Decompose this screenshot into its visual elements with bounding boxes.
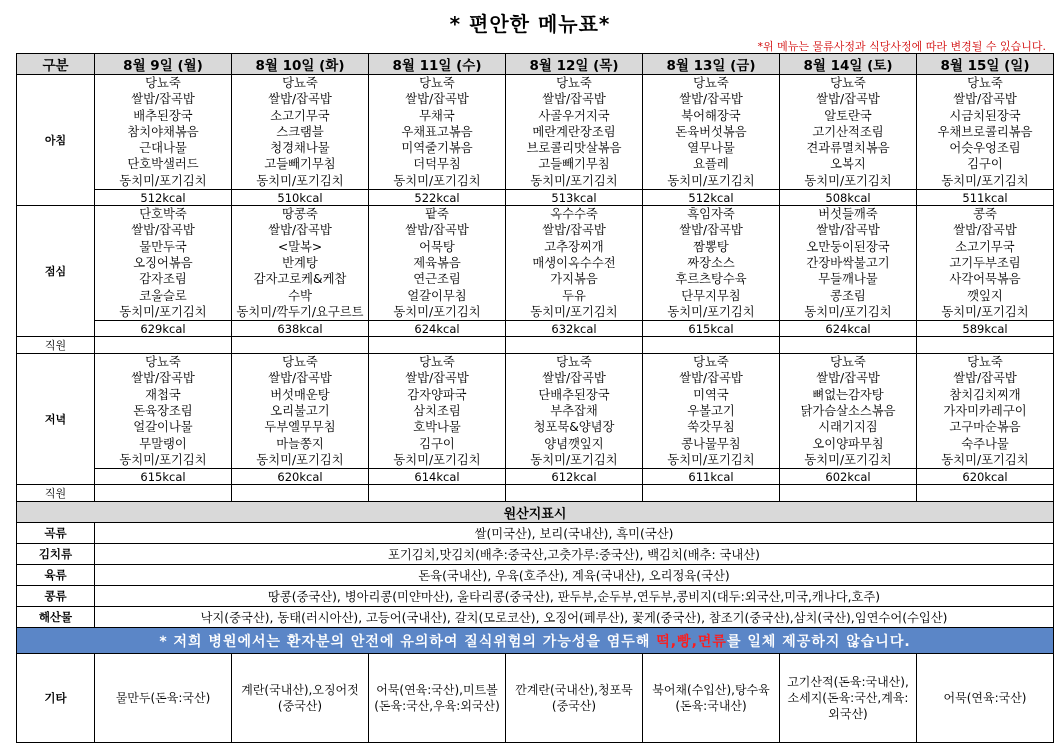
- meal-cell: [917, 354, 1054, 469]
- menu-item: 알토란국: [824, 108, 872, 123]
- menu-item: 가자미카레구이: [943, 404, 1027, 419]
- day-header: 8월 13일 (금): [643, 54, 780, 75]
- menu-item: 감자고로케&케찹: [253, 272, 347, 287]
- meal-label: 아침: [17, 75, 95, 206]
- menu-item: 당뇨죽: [145, 76, 181, 90]
- kcal-value: 602kcal: [780, 469, 917, 485]
- menu-item: 단배추된장국: [538, 387, 610, 402]
- menu-item: 후르츠탕수육: [675, 272, 747, 287]
- meal-cell: [369, 354, 506, 469]
- menu-item: 쌀밥/잡곡밥: [816, 92, 880, 107]
- menu-item: 쌀밥/잡곡밥: [405, 223, 469, 238]
- staff-cell: [506, 337, 643, 354]
- menu-item: 김구이: [967, 157, 1003, 172]
- menu-item: 참치김치찌개: [949, 387, 1021, 402]
- staff-cell: [369, 337, 506, 354]
- menu-item: 오리불고기: [270, 404, 330, 419]
- banner-highlight: 떡,빵,면류: [656, 633, 727, 650]
- menu-item: 쌀밥/잡곡밥: [953, 223, 1017, 238]
- menu-item: 쌀밥/잡곡밥: [953, 92, 1017, 107]
- origin-label: 육류: [17, 565, 95, 586]
- menu-item: 쌀밥/잡곡밥: [816, 371, 880, 386]
- meal-cell: [917, 206, 1054, 321]
- change-notice: *위 메뉴는 물류사정과 식당사정에 따라 변경될 수 있습니다.: [757, 40, 1046, 53]
- menu-item: 쌀밥/잡곡밥: [268, 223, 332, 238]
- meal-cell: [643, 206, 780, 321]
- banner-prefix: * 저희 병원에서는 환자분의 안전에 유의하여 질식위험의 가능성을 염두해: [159, 633, 657, 650]
- menu-item: 청포묵&양념장: [533, 420, 615, 435]
- menu-item: 옥수수죽: [550, 207, 598, 222]
- origin-label: 콩류: [17, 586, 95, 607]
- page-title: * 편안한 메뉴표*: [449, 12, 611, 36]
- etc-label: 기타: [17, 654, 95, 743]
- day-header: 8월 12일 (목): [506, 54, 643, 75]
- menu-item: 오이양파무침: [812, 436, 884, 451]
- menu-item: 동치미/포기김치: [530, 304, 618, 319]
- meal-cell: [95, 75, 232, 190]
- meal-row: [17, 75, 1054, 190]
- menu-item: 당뇨죽: [830, 76, 866, 90]
- menu-item: 동치미/포기김치: [941, 452, 1029, 467]
- menu-item: 동치미/포기김치: [804, 304, 892, 319]
- menu-item: 배추된장국: [133, 108, 193, 123]
- menu-item: 버섯매운탕: [270, 387, 330, 402]
- menu-item: 뼈없는감자탕: [812, 387, 884, 402]
- menu-item: 근대나물: [139, 141, 187, 156]
- staff-label: 직원: [17, 485, 95, 502]
- menu-item: 버섯들깨죽: [818, 207, 878, 222]
- menu-item: 동치미/포기김치: [256, 452, 344, 467]
- menu-item: 팥죽: [425, 207, 449, 222]
- origin-text: 땅콩(중국산), 병아리콩(미얀마산), 울타리콩(중국산), 판두부,순두부,연두부,콩비지(대두:외국산,미국,캐나다,호주): [95, 586, 1054, 607]
- menu-item: 쌀밥/잡곡밥: [131, 371, 195, 386]
- menu-item: 동치미/포기김치: [119, 452, 207, 467]
- origin-row: [17, 586, 1054, 607]
- menu-table: [16, 53, 1054, 743]
- staff-cell: [232, 337, 369, 354]
- menu-item: 연근조림: [413, 272, 461, 287]
- menu-item: 두부엘무무침: [264, 420, 336, 435]
- day-header: 8월 10일 (화): [232, 54, 369, 75]
- etc-cell: 물만두(돈육:국산): [95, 654, 232, 743]
- menu-item: 김구이: [419, 436, 455, 451]
- meal-cell: [780, 354, 917, 469]
- menu-item: 메란계란장조림: [532, 124, 616, 139]
- meal-cell: [506, 206, 643, 321]
- menu-item: 무말랭이: [139, 436, 187, 451]
- meal-cell: [232, 354, 369, 469]
- meal-row: [17, 206, 1054, 321]
- menu-item: 가지볶음: [550, 272, 598, 287]
- menu-item: 단호박샐러드: [127, 157, 199, 172]
- menu-item: 요플레: [693, 157, 729, 172]
- menu-item: 간장바싹불고기: [806, 255, 890, 270]
- origin-label: 해산물: [17, 607, 95, 628]
- meal-cell: [917, 75, 1054, 190]
- menu-item: 고기두부조림: [949, 255, 1021, 270]
- menu-item: 어슷우엉조림: [949, 141, 1021, 156]
- menu-item: 동치미/깍두기/요구르트: [236, 304, 364, 319]
- menu-item: 단무지무침: [681, 288, 741, 303]
- menu-item: 쌀밥/잡곡밥: [542, 92, 606, 107]
- meal-cell: [232, 75, 369, 190]
- menu-item: 콩나물무침: [681, 436, 741, 451]
- origin-label: 김치류: [17, 544, 95, 565]
- kcal-value: 512kcal: [95, 190, 232, 206]
- origin-text: 돈육(국내산), 우육(호주산), 계육(국내산), 오리정육(국산): [95, 565, 1054, 586]
- menu-item: 어묵탕: [419, 239, 455, 254]
- day-header: 8월 14일 (토): [780, 54, 917, 75]
- meal-cell: [780, 75, 917, 190]
- menu-item: 동치미/포기김치: [530, 452, 618, 467]
- menu-item: 동치미/포기김치: [393, 173, 481, 188]
- meal-cell: [643, 75, 780, 190]
- menu-item: 동치미/포기김치: [941, 173, 1029, 188]
- menu-item: 당뇨죽: [419, 76, 455, 90]
- etc-cell: 북어채(수입산),탕수육(돈육:국내산): [643, 654, 780, 743]
- kcal-value: 620kcal: [917, 469, 1054, 485]
- kcal-value: 589kcal: [917, 321, 1054, 337]
- menu-item: 깻잎지: [967, 288, 1003, 303]
- menu-item: 청경채나물: [270, 141, 330, 156]
- staff-cell: [917, 485, 1054, 502]
- safety-banner: [17, 628, 1054, 654]
- menu-item: 동치미/포기김치: [804, 173, 892, 188]
- menu-item: 동치미/포기김치: [530, 173, 618, 188]
- meal-label: 저녁: [17, 354, 95, 485]
- meal-cell: [506, 75, 643, 190]
- menu-item: 고들빼기무침: [538, 157, 610, 172]
- staff-cell: [780, 485, 917, 502]
- origin-title: 원산지표시: [17, 502, 1054, 523]
- menu-item: 동치미/포기김치: [119, 304, 207, 319]
- menu-item: 당뇨죽: [556, 355, 592, 370]
- kcal-row: [17, 469, 1054, 485]
- menu-item: 열무나물: [687, 141, 735, 156]
- origin-row: [17, 523, 1054, 544]
- staff-cell: [506, 485, 643, 502]
- menu-item: 동치미/포기김치: [667, 452, 755, 467]
- menu-item: 시래기지짐: [818, 420, 878, 435]
- safety-banner-row: [17, 628, 1054, 654]
- menu-item: 쌀밥/잡곡밥: [268, 92, 332, 107]
- origin-row: [17, 607, 1054, 628]
- menu-item: 콩죽: [973, 207, 997, 222]
- menu-item: 당뇨죽: [693, 76, 729, 90]
- menu-item: 콩조림: [830, 288, 866, 303]
- menu-item: 코울슬로: [139, 288, 187, 303]
- meal-label: 점심: [17, 206, 95, 337]
- menu-item: 당뇨죽: [556, 76, 592, 90]
- meal-cell: [95, 354, 232, 469]
- menu-item: 동치미/포기김치: [667, 173, 755, 188]
- menu-item: 고기산적조림: [812, 124, 884, 139]
- menu-item: 사골우거지국: [538, 108, 610, 123]
- meal-row: [17, 354, 1054, 469]
- menu-item: 당뇨죽: [693, 355, 729, 370]
- menu-item: 고구마순볶음: [949, 420, 1021, 435]
- kcal-row: [17, 190, 1054, 206]
- menu-item: 오복지: [830, 157, 866, 172]
- menu-item: 제육볶음: [413, 255, 461, 270]
- banner-suffix: 를 일체 제공하지 않습니다.: [726, 633, 911, 650]
- menu-item: 무들깨나물: [818, 272, 878, 287]
- menu-item: 숙주나물: [961, 436, 1009, 451]
- menu-item: 쌀밥/잡곡밥: [679, 92, 743, 107]
- kcal-value: 511kcal: [917, 190, 1054, 206]
- origin-label: 곡류: [17, 523, 95, 544]
- menu-item: 흑임자죽: [687, 207, 735, 222]
- menu-item: 동치미/포기김치: [667, 304, 755, 319]
- staff-cell: [643, 485, 780, 502]
- menu-item: 삼치조림: [413, 404, 461, 419]
- menu-item: 미역국: [693, 387, 729, 402]
- menu-item: 쌀밥/잡곡밥: [953, 371, 1017, 386]
- day-header: 8월 11일 (수): [369, 54, 506, 75]
- menu-item: 오징어볶음: [133, 255, 193, 270]
- kcal-row: [17, 321, 1054, 337]
- menu-item: 감자조림: [139, 272, 187, 287]
- header-row: [17, 54, 1054, 75]
- menu-item: 미역줄기볶음: [401, 141, 473, 156]
- menu-item: 쌀밥/잡곡밥: [679, 371, 743, 386]
- kcal-value: 615kcal: [643, 321, 780, 337]
- menu-item: 당뇨죽: [145, 355, 181, 370]
- meal-cell: [780, 206, 917, 321]
- menu-item: 스크램블: [276, 124, 324, 139]
- meal-cell: [369, 75, 506, 190]
- menu-item: 당뇨죽: [967, 76, 1003, 90]
- menu-item: 쌀밥/잡곡밥: [542, 371, 606, 386]
- origin-row: [17, 544, 1054, 565]
- menu-item: 동치미/포기김치: [119, 173, 207, 188]
- menu-item: 감자양파국: [407, 387, 467, 402]
- staff-row: [17, 337, 1054, 354]
- menu-item: 견과류멸치볶음: [806, 141, 890, 156]
- menu-item: 단호박죽: [139, 207, 187, 222]
- kcal-value: 510kcal: [232, 190, 369, 206]
- menu-item: 반계탕: [282, 255, 318, 270]
- menu-item: 마늘쫑지: [276, 436, 324, 451]
- header-label: 구분: [17, 54, 95, 75]
- menu-item: 무채국: [419, 108, 455, 123]
- menu-item: 돈육버섯볶음: [675, 124, 747, 139]
- kcal-value: 522kcal: [369, 190, 506, 206]
- kcal-value: 615kcal: [95, 469, 232, 485]
- staff-label: 직원: [17, 337, 95, 354]
- etc-cell: 고기산적(돈육:국내산),소세지(돈육:국산,계육:외국산): [780, 654, 917, 743]
- menu-item: 물만두국: [139, 239, 187, 254]
- menu-item: 동치미/포기김치: [941, 304, 1029, 319]
- staff-cell: [95, 485, 232, 502]
- kcal-value: 512kcal: [643, 190, 780, 206]
- menu-item: 얼갈이나물: [133, 420, 193, 435]
- staff-cell: [369, 485, 506, 502]
- kcal-value: 513kcal: [506, 190, 643, 206]
- etc-cell: 깐계란(국내산),청포묵(중국산): [506, 654, 643, 743]
- origin-text: 포기김치,맛김치(배추:중국산,고춧가루:중국산), 백김치(배추: 국내산): [95, 544, 1054, 565]
- menu-item: 우볼고기: [687, 404, 735, 419]
- etc-row: [17, 654, 1054, 743]
- origin-row: [17, 565, 1054, 586]
- menu-item: 더덕무침: [413, 157, 461, 172]
- origin-text: 낙지(중국산), 동태(러시아산), 고등어(국내산), 갈치(모로코산), 오징어(페루산), 꽃게(중국산), 참조기(중국산),삼치(국산),임연수어(수입산): [95, 607, 1054, 628]
- etc-cell: 계란(국내산),오징어젓(중국산): [232, 654, 369, 743]
- menu-item: <말복>: [277, 239, 323, 254]
- menu-item: 동치미/포기김치: [256, 173, 344, 188]
- menu-item: 사각어묵볶음: [949, 272, 1021, 287]
- menu-item: 북어해장국: [681, 108, 741, 123]
- day-header: 8월 9일 (월): [95, 54, 232, 75]
- kcal-value: 508kcal: [780, 190, 917, 206]
- menu-item: 쌀밥/잡곡밥: [131, 92, 195, 107]
- kcal-value: 638kcal: [232, 321, 369, 337]
- menu-item: 당뇨죽: [282, 355, 318, 370]
- menu-item: 당뇨죽: [830, 355, 866, 370]
- menu-item: 두유: [562, 288, 586, 303]
- menu-item: 시금치된장국: [949, 108, 1021, 123]
- menu-item: 쌀밥/잡곡밥: [405, 371, 469, 386]
- menu-item: 쌀밥/잡곡밥: [542, 223, 606, 238]
- menu-item: 소고기무국: [955, 239, 1015, 254]
- staff-cell: [232, 485, 369, 502]
- menu-item: 짬뽕탕: [693, 239, 729, 254]
- menu-item: 당뇨죽: [967, 355, 1003, 370]
- menu-item: 쌀밥/잡곡밥: [816, 223, 880, 238]
- menu-item: 닭가슴살소스볶음: [800, 404, 896, 419]
- staff-cell: [917, 337, 1054, 354]
- etc-cell: 어묵(연육:국산),미트볼(돈육:국산,우육:외국산): [369, 654, 506, 743]
- menu-item: 매생이옥수수전: [532, 255, 616, 270]
- menu-item: 동치미/포기김치: [393, 452, 481, 467]
- meal-cell: [369, 206, 506, 321]
- menu-item: 당뇨죽: [282, 76, 318, 90]
- menu-item: 짜장소스: [687, 255, 735, 270]
- menu-item: 쑥갓무침: [687, 420, 735, 435]
- menu-item: 쌀밥/잡곡밥: [405, 92, 469, 107]
- kcal-value: 624kcal: [780, 321, 917, 337]
- kcal-value: 629kcal: [95, 321, 232, 337]
- kcal-value: 611kcal: [643, 469, 780, 485]
- kcal-value: 620kcal: [232, 469, 369, 485]
- origin-text: 쌀(미국산), 보리(국내산), 흑미(국산): [95, 523, 1054, 544]
- menu-item: 부추잡채: [550, 404, 598, 419]
- origin-header-row: [17, 502, 1054, 523]
- staff-cell: [643, 337, 780, 354]
- meal-cell: [506, 354, 643, 469]
- staff-cell: [780, 337, 917, 354]
- meal-cell: [95, 206, 232, 321]
- menu-item: 호박나물: [413, 420, 461, 435]
- meal-cell: [232, 206, 369, 321]
- menu-item: 우채표고볶음: [401, 124, 473, 139]
- menu-item: 참치야채볶음: [127, 124, 199, 139]
- menu-item: 고추장찌개: [544, 239, 604, 254]
- menu-item: 동치미/포기김치: [804, 452, 892, 467]
- etc-cell: 어묵(연육:국산): [917, 654, 1054, 743]
- menu-item: 재첩국: [145, 387, 181, 402]
- menu-item: 수박: [288, 288, 312, 303]
- menu-item: 동치미/포기김치: [393, 304, 481, 319]
- menu-item: 브로콜리맛살볶음: [526, 141, 622, 156]
- meal-cell: [643, 354, 780, 469]
- menu-item: 고들빼기무침: [264, 157, 336, 172]
- menu-item: 우채브로콜리볶음: [937, 124, 1033, 139]
- staff-cell: [95, 337, 232, 354]
- menu-item: 돈육장조림: [133, 404, 193, 419]
- menu-item: 쌀밥/잡곡밥: [679, 223, 743, 238]
- staff-row: [17, 485, 1054, 502]
- kcal-value: 614kcal: [369, 469, 506, 485]
- menu-item: 얼갈이무침: [407, 288, 467, 303]
- menu-item: 소고기무국: [270, 108, 330, 123]
- menu-item: 양념깻잎지: [544, 436, 604, 451]
- menu-item: 쌀밥/잡곡밥: [268, 371, 332, 386]
- menu-item: 땅콩죽: [282, 207, 318, 222]
- menu-item: 오만둥이된장국: [806, 239, 890, 254]
- kcal-value: 624kcal: [369, 321, 506, 337]
- menu-item: 당뇨죽: [419, 355, 455, 370]
- kcal-value: 612kcal: [506, 469, 643, 485]
- day-header: 8월 15일 (일): [917, 54, 1054, 75]
- menu-item: 쌀밥/잡곡밥: [131, 223, 195, 238]
- kcal-value: 632kcal: [506, 321, 643, 337]
